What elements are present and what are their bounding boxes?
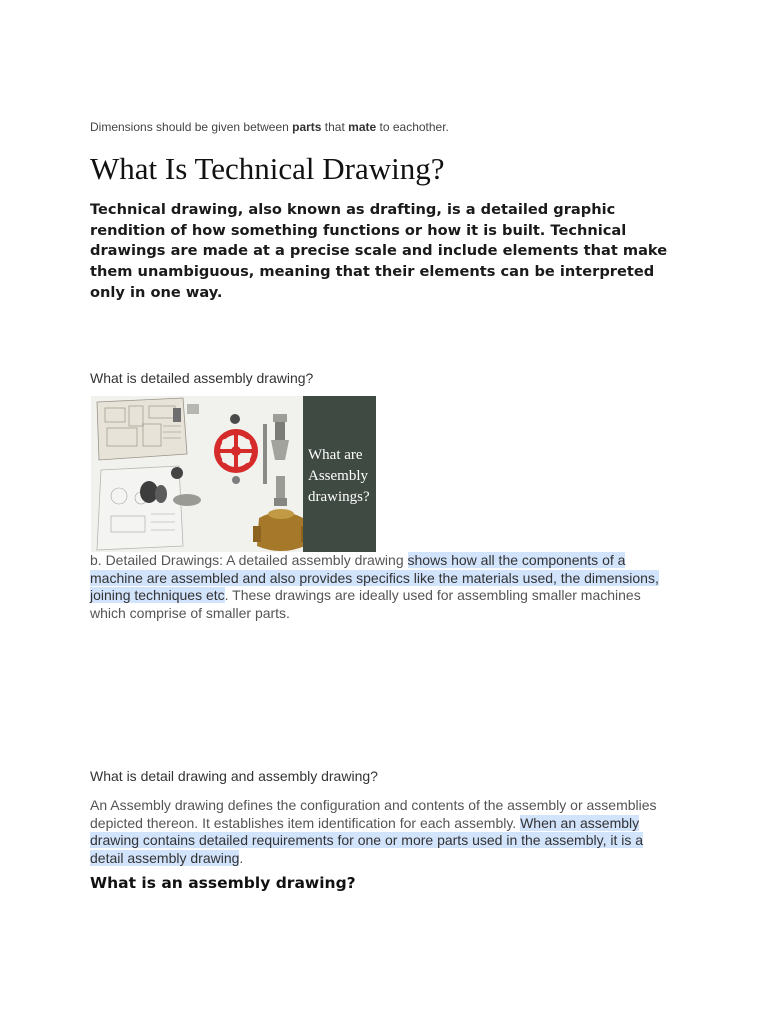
question-detailed-assembly: What is detailed assembly drawing? — [90, 370, 314, 386]
valve-stem — [263, 414, 289, 506]
assembly-drawings-image — [91, 396, 376, 552]
page-title: What Is Technical Drawing? — [90, 151, 445, 186]
intro-paragraph: Technical drawing, also known as drafting, is a detailed graphic rendition of how something functions or how it is built. Technical drawings are made at a precise scale and include elements that make them unambiguous, meaning that their elements can be interpreted only in one way. — [90, 201, 668, 301]
para-text: An Assembly drawing defines the configuration and contents of the assembly or assemblies depicted thereon. It establishes item identification for each assembly. — [90, 797, 657, 831]
dimensions-note — [90, 120, 449, 134]
note-text: that — [321, 120, 349, 134]
para-text: . These drawings are ideally used for assembling smaller machines which comprise of smaller parts. — [90, 587, 641, 621]
note-text: Dimensions should be given between — [90, 120, 293, 134]
note-bold-mate: mate — [348, 120, 377, 134]
para-text: . — [239, 849, 244, 866]
note-text: to eachother. — [376, 120, 449, 134]
assembly-illustration — [91, 396, 376, 552]
para-text: b. Detailed Drawings: A detailed assembly drawing — [90, 552, 408, 568]
highlighted-text: shows how all the components of a machine are assembled and also provides specifics like the materials used, the dimensions, joining techniques etc — [90, 552, 659, 604]
highlighted-text: When an assembly drawing contains detailed requirements for one or more parts used in the assembly, it is a detail assembly drawing — [90, 814, 644, 866]
assembly-drawing-heading: What is an assembly drawing? — [90, 874, 356, 892]
detailed-drawings-paragraph — [90, 552, 680, 622]
valve-body — [253, 509, 309, 551]
caption-line: What are — [308, 447, 363, 463]
assembly-definition-paragraph — [90, 797, 680, 867]
caption-line: Assembly — [308, 468, 368, 484]
question-detail-vs-assembly: What is detail drawing and assembly drawing? — [90, 768, 378, 784]
note-bold-parts: parts — [292, 120, 322, 134]
valve-wheel — [217, 432, 255, 470]
caption-line: drawings? — [308, 489, 370, 505]
